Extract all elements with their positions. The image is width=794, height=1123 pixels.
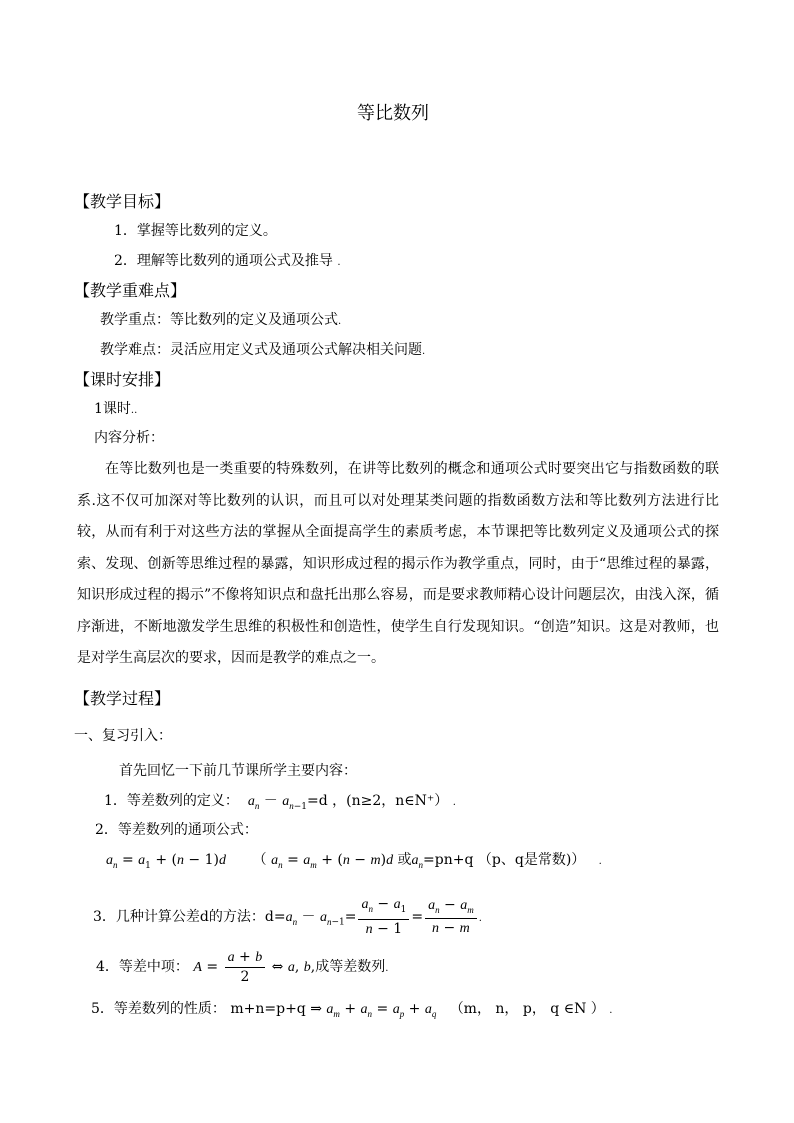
section-heading-keypoints: 【教学重难点】 [74,281,187,300]
review-item-2-formula: $a_n = a_1 + (n - 1)d$ （ $a_n = a_m + (n - m)d$ 或$a_n=pn+q$ （p、q是常数)） . [106,852,602,871]
review-intro: 首先回忆一下前几节课所学主要内容： [119,763,357,779]
key-difficulty: 教学难点：灵活应用定义式及通项公式解决相关问题. [100,342,426,358]
review-item-2-label: 2．等差数列的通项公式： [95,822,258,838]
part1-title: 一、复习引入： [74,728,172,744]
goal-item-2: 2．理解等比数列的通项公式及推导 . [114,253,341,269]
class-hours: 1课时.. [94,401,138,417]
key-focus: 教学重点：等比数列的定义及通项公式. [100,312,342,328]
analysis-paragraph: 在等比数列也是一类重要的特殊数列，在讲等比数列的概念和通项公式时要突出它与指数函数的联系.这不仅可加深对等比数列的认识，而且可以对处理某类问题的指数函数方法和等比数列方法进行比较，从而有利于对这些方法的掌握从全面提高学生的素质考虑，本节课把等比数列定义及通项公式的探索、发现、创新等思维过程的暴露，知识形成过程的揭示作为教学重点，同时，由于“思维过程的暴露，知识形成过程的揭示”不像将知识点和盘托出那么容易，而是要求教师精心设计问题层次，由浅入深，循序渐进，不断地激发学生思维的积极性和创造性，使学生自行发现知识。“创造”知识。这是对教师，也是对学生高层次的要求，因而是教学的难点之一。 [77,461,719,666]
review-item-4: 4．等差中项： A = $\frac{a + b}{2}$ ⇔ a, b,成等差数列. [96,949,389,985]
analysis-label: 内容分析： [94,430,164,446]
section-heading-process: 【教学过程】 [74,689,171,708]
goal-item-1: 1．掌握等比数列的定义。 [114,223,277,239]
page-title: 等比数列 [357,103,429,124]
section-heading-schedule: 【课时安排】 [74,370,171,389]
review-item-1: 1．等差数列的定义： $a_n - a_{n-1}=d$ ，(n≥2，n∈N⁺） . [104,793,456,812]
review-item-3: 3．几种计算公差d的方法：$d=a_n - a_{n-1}=$ $\frac{a_n - a_1}{n - 1}$ = $\frac{a_n - a_m}{n - m}$ . [93,896,482,937]
review-item-5: 5．等差数列的性质： m+n=p+q ⇒ $a_m + a_n = a_p + a_q$ （m， n， p， q ∈N ） . [91,1001,613,1019]
section-heading-goals: 【教学目标】 [74,192,171,211]
